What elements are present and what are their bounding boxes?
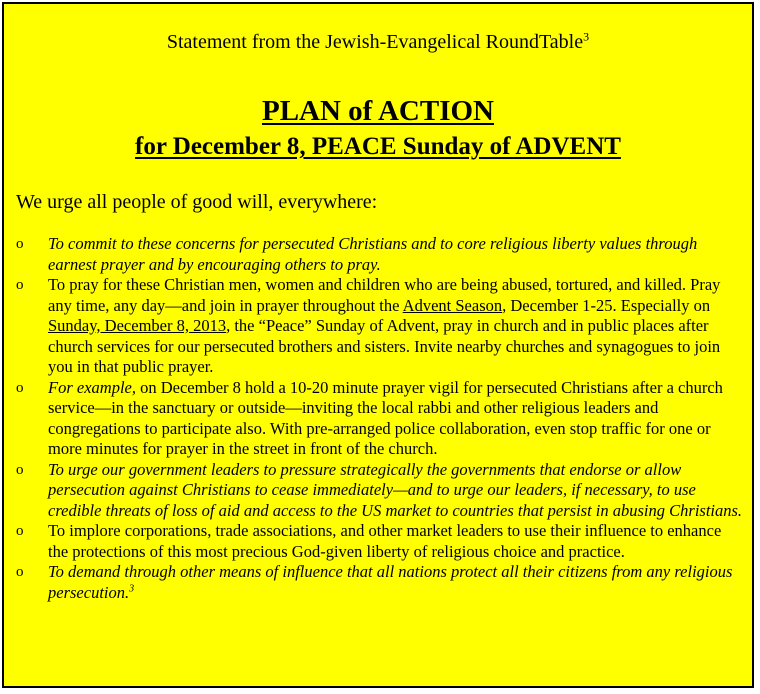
statement-panel (2, 2, 754, 688)
item-text (48, 275, 720, 376)
item-text (48, 562, 732, 602)
item-lead: For example, (48, 377, 136, 397)
list-item (16, 562, 744, 603)
list-item (16, 275, 744, 378)
item-text-part: To pray for these Christian men, women and children who are being abused, tortured, and killed. Pray any time, any day—and join in prayer throughout the (48, 275, 721, 315)
action-list (16, 234, 744, 603)
item-text: To implore corporations, trade associations, and other market leaders to use their influence to enhance the protections of this most precious God-given liberty of religious choice and practice. (48, 521, 722, 561)
list-item (16, 521, 744, 562)
intro-text: We urge all people of good will, everywhere: (16, 191, 378, 213)
item-text-part: , December 1-25. Especially on (502, 295, 711, 315)
bullet-icon: o (16, 461, 24, 478)
list-item (16, 234, 744, 275)
bullet-icon: o (16, 236, 24, 252)
advent-season-link: Advent Season (402, 295, 503, 315)
sunday-date-link: Sunday, December 8, 2013 (48, 316, 227, 335)
bullet-icon: o (16, 523, 24, 539)
heading-footnote: 3 (583, 29, 590, 44)
item-text-part: , the “Peace” Sunday of Advent, pray in church and in public places after church services for our persecuted brothers and sisters. Invite nearby churches and synagogues to join you in that public prayer. (48, 316, 721, 376)
item-text-part: To demand through other means of influence that all nations protect all their citizens from any religious persecution. (48, 562, 733, 602)
bullet-icon: o (16, 379, 24, 396)
item-footnote: 3 (129, 583, 135, 594)
item-text (48, 378, 723, 459)
item-text: To commit to these concerns for persecuted Christians and to core religious liberty values through earnest prayer and by encouraging others to pray. (48, 234, 698, 274)
item-text-part: on December 8 hold a 10-20 minute prayer vigil for persecuted Christians after a church service—in the sanctuary or outside—inviting the local rabbi and other religious leaders and congregations to participate also. With pre-arranged police collaboration, even stop traffic for one or more minutes for prayer in the street in front of the church. (48, 377, 723, 458)
statement-heading (4, 30, 752, 54)
page-title: PLAN of ACTION (261, 95, 494, 127)
heading-text: Statement from the Jewish-Evangelical RoundTable (166, 31, 584, 53)
page-subtitle: for December 8, PEACE Sunday of ADVENT (135, 133, 621, 160)
list-item (16, 378, 744, 460)
bullet-icon: o (16, 277, 24, 293)
list-item (16, 460, 744, 522)
item-text: To urge our government leaders to pressure strategically the governments that endorse or allow persecution against Christians to cease immediately—and to urge our leaders, if necessary, to use credible threats of loss of aid and access to the US market to countries that persist in abusing Christians. (48, 459, 743, 520)
bullet-icon: o (16, 564, 24, 580)
